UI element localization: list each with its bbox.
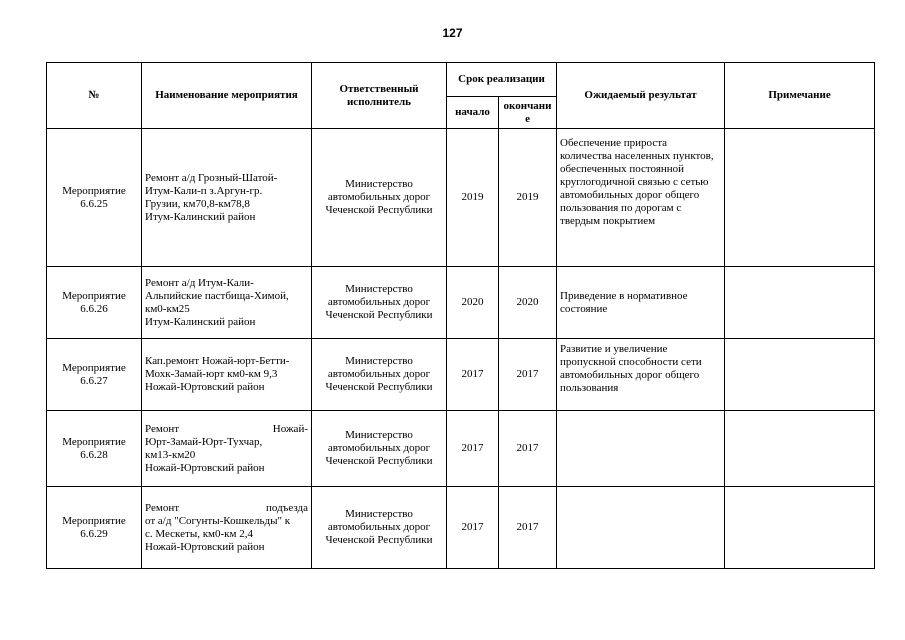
header-result: Ожидаемый результат xyxy=(557,63,725,129)
header-note: Примечание xyxy=(725,63,875,129)
header-row xyxy=(47,63,875,97)
activity-name: Кап.ремонт Ножай-юрт-Бетти- Мохк-Замай-юрт км0-км 9,3 Ножай-Юртовский район xyxy=(142,339,312,411)
activity-name: Ремонт а/д Грозный-Шатой- Итум-Кали-п з.Аргун-гр. Грузии, км70,8-км78,8 Итум-Калинский район xyxy=(142,129,312,267)
header-end: окончани е xyxy=(499,97,557,129)
table-row xyxy=(47,487,875,569)
activity-start-year: 2017 xyxy=(447,411,499,487)
activity-result: Развитие и увеличение пропускной способности сети автомобильных дорог общего пользования xyxy=(557,339,725,411)
activity-note xyxy=(725,267,875,339)
header-executor: Ответственный исполнитель xyxy=(312,63,447,129)
table-row xyxy=(47,129,875,267)
activity-end-year: 2020 xyxy=(499,267,557,339)
activity-start-year: 2020 xyxy=(447,267,499,339)
header-period: Срок реализации xyxy=(447,63,557,97)
activity-name: Ремонт подъезда от а/д "Согунты-Кошкельды" к с. Мескеты, км0-км 2,4 Ножай-Юртовский район xyxy=(142,487,312,569)
activity-result xyxy=(557,487,725,569)
header-start: начало xyxy=(447,97,499,129)
activity-result: Обеспечение прироста количества населенных пунктов, обеспеченных постоянной круглогодичной связью с сетью автомобильных дорог общего пользования по дорогам с твердым покрытием xyxy=(557,129,725,267)
activity-number: Мероприятие 6.6.26 xyxy=(47,267,142,339)
page-number: 127 xyxy=(442,26,463,40)
activity-executor: Министерство автомобильных дорог Чеченской Республики xyxy=(312,487,447,569)
activity-note xyxy=(725,339,875,411)
activity-number: Мероприятие 6.6.27 xyxy=(47,339,142,411)
activity-executor: Министерство автомобильных дорог Чеченской Республики xyxy=(312,339,447,411)
activity-result: Приведение в нормативное состояние xyxy=(557,267,725,339)
activity-note xyxy=(725,411,875,487)
activity-end-year: 2017 xyxy=(499,411,557,487)
activity-start-year: 2017 xyxy=(447,487,499,569)
table-row xyxy=(47,411,875,487)
activity-name: Ремонт Ножай- Юрт-Замай-Юрт-Тухчар, км13-км20 Ножай-Юртовский район xyxy=(142,411,312,487)
activity-executor: Министерство автомобильных дорог Чеченской Республики xyxy=(312,129,447,267)
header-name: Наименование мероприятия xyxy=(142,63,312,129)
table-row xyxy=(47,267,875,339)
activity-note xyxy=(725,129,875,267)
header-num: № xyxy=(47,63,142,129)
activity-end-year: 2017 xyxy=(499,339,557,411)
activity-start-year: 2017 xyxy=(447,339,499,411)
activity-note xyxy=(725,487,875,569)
activity-number: Мероприятие 6.6.29 xyxy=(47,487,142,569)
activities-table xyxy=(46,62,875,569)
activity-start-year: 2019 xyxy=(447,129,499,267)
activity-name: Ремонт а/д Итум-Кали- Альпийские пастбища-Химой, км0-км25 Итум-Калинский район xyxy=(142,267,312,339)
activity-number: Мероприятие 6.6.28 xyxy=(47,411,142,487)
activity-end-year: 2019 xyxy=(499,129,557,267)
activity-number: Мероприятие 6.6.25 xyxy=(47,129,142,267)
table-row xyxy=(47,339,875,411)
activity-executor: Министерство автомобильных дорог Чеченской Республики xyxy=(312,267,447,339)
activity-end-year: 2017 xyxy=(499,487,557,569)
activity-result xyxy=(557,411,725,487)
activity-executor: Министерство автомобильных дорог Чеченской Республики xyxy=(312,411,447,487)
